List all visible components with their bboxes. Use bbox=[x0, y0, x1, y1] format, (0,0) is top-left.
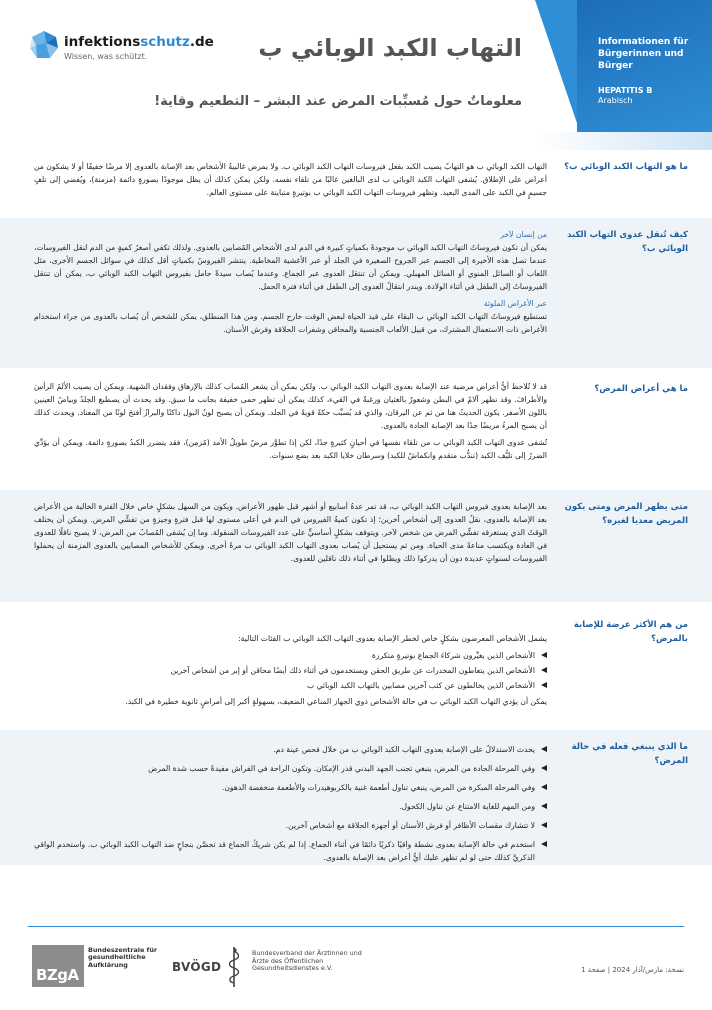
audience-label bbox=[598, 36, 706, 106]
bzga-logo: BZgA bbox=[32, 945, 84, 987]
infektionsschutz-logo bbox=[28, 28, 214, 68]
section-incubation bbox=[0, 490, 712, 602]
list-item: ومن المهم للغاية الامتناع عن تناول الكحول. bbox=[34, 800, 547, 813]
language-label: Arabisch bbox=[598, 96, 633, 105]
staff-of-asclepius-icon bbox=[226, 945, 242, 989]
header-blue-triangle bbox=[535, 0, 580, 132]
section-body bbox=[34, 500, 547, 569]
section-risk-groups bbox=[0, 608, 712, 723]
footer-divider bbox=[28, 926, 684, 927]
section-body bbox=[34, 226, 547, 340]
paragraph: التهاب الكبد الوبائي ب هو التهابٌ يصيب الكبد بفعل فيروسات التهاب الكبد الوبائي ب. ولا يمرض غالبيةُ الأشخاص بعد الإصابة بالعدوى إلا مرضًا خفيفًا أو لا يشكون من أعراض على الإطلاق. يُشفى التهاب الكبد الوبائي ب لدى البالغين غالبًا من تلقاء نفسه. ولكن يمكن كذلك أن يظل موجودًا بصورةٍ دائمة (مزمنة)، ويُفضي إلى تلفٍ جسيمٍ في الكبد على المدى البعيد. وتظهر فيروسات التهاب الكبد الوبائي ب بوتيرةٍ متباينة على مستوى العالم. bbox=[34, 162, 547, 197]
paragraph: قد لا تُلاحظ أيُّ أعراض مرضية عند الإصابة بعدوى التهاب الكبد الوبائي ب. ولكن يمكن أن يشعر المُصاب كذلك بالإرهاق وفقدان الشهية. ويمكن أن يصيب الألمُ الرأسَ والأطرافَ. وقد تظهر آلامٌ في البطن وشعورٌ بالغثيان ورغبةٌ في القيء، كذلك يمكن أن تظهر حمى خفيفة بجانب ما سبق. وقد يحدث أن يصطبغ الجلدُ وبياضُ العينين باللون الأصفر. يكون الحديثُ هنا من ثم عن اليرقان، والذي قد يُسبِّب حكةً قويةً في الجلد. ويمكن أن يصبح لونُ البول داكنًا والبرازُ أفتحَ لونًا من المعتاد. ويحدث كذلك أن يصبح المرءُ مريضًا جدًا بعد الإصابة الحادة بالعدوى. bbox=[34, 382, 547, 430]
section-body bbox=[34, 160, 547, 203]
section-question: ما هي أعراض المرض؟ bbox=[594, 384, 688, 394]
subheading-person-to-person: من إنسان لآخر bbox=[500, 230, 547, 239]
list-item: الأشخاص الذين يخالطون عن كثب آخرين مصابين بالتهاب الكبد الوبائي ب bbox=[34, 679, 547, 692]
header-band-fade bbox=[535, 132, 712, 150]
audience-line-1: Informationen für bbox=[598, 37, 689, 47]
page-header bbox=[0, 0, 712, 150]
section-question bbox=[548, 500, 688, 528]
bvoegd-logo: BVÖGD bbox=[172, 960, 222, 974]
list-item: الأشخاص الذين يتعاطون المخدرات عن طريق الحقن ويستخدمون في أثناء ذلك أيضًا محاقن أو إبر من أشخاص آخرين bbox=[34, 664, 547, 677]
section-question: كيف تُنقل عدوى التهاب الكبد الوبائي ب؟ bbox=[567, 230, 688, 254]
logo-tagline: Wissen, was schützt. bbox=[64, 52, 148, 61]
list-item: الأشخاص الذين يغيِّرون شركاءَ الجماع بوتيرةٍ متكررة bbox=[34, 649, 547, 662]
page-subtitle: معلوماتٌ حول مُسبِّبات المرض عند البشر – التطعيم وقاية! bbox=[154, 94, 522, 109]
list-item: وفي المرحلة المبكرة من المرض، ينبغي تناول أطعمة غنية بالكربوهيدرات والأطعمة منخفضة الدهون. bbox=[34, 781, 547, 794]
version-and-page: نسخة: مارس/آذار 2024 | صفحة 1 bbox=[581, 966, 684, 974]
paragraph: تستطيع فيروساتُ التهاب الكبد الوبائي ب البقاء على قيد الحياة لبعض الوقت خارج الجسم. ومن هذا المنطلق، يمكن للشخص أن يُصاب بالعدوى من جراء استخدام الأغراض ذات الاستعمال المشترك، من قبيل الألعاب الجنسية والمحاقن وشفرات الحلاقة وفرش الأسنان. bbox=[34, 312, 547, 334]
paragraph-outro: يمكن أن يؤدي التهاب الكبد الوبائي ب في حالة الأشخاص ذوي الجهاز المناعي الضعيف، بسهولةٍ أكبر إلى أمراضٍ ثانوية خطيرة في الكبد. bbox=[125, 697, 547, 706]
section-what-to-do bbox=[0, 730, 712, 865]
section-question-line-1: متى يظهر المرض ومتى يكون bbox=[564, 502, 688, 512]
logo-wordmark: infektionsschutz.de bbox=[64, 34, 214, 50]
section-body bbox=[34, 740, 547, 870]
section-transmission bbox=[0, 218, 712, 368]
subheading-contaminated-objects: عبر الأغراض الملوثة bbox=[483, 299, 547, 308]
section-question: من هم الأكثر عرضة للإصابة بالمرض؟ bbox=[573, 620, 688, 644]
paragraph-intro: يشمل الأشخاص المعرضون بشكلٍ خاص لخطر الإصابة بعدوى التهاب الكبد الوبائي ب الفئات التالية: bbox=[238, 634, 547, 643]
risk-group-list bbox=[34, 649, 547, 692]
list-item: وفي المرحلة الحادة من المرض، ينبغي تجنب الجهد البدني قدر الإمكان. وتكون الراحة في الفراش مفيدةً حسب شدة المرض bbox=[34, 762, 547, 775]
bvoegd-name: Bundesverband der Ärztinnen und Ärzte des Öffentlichen Gesundheitsdienstes e.V. bbox=[252, 949, 362, 973]
logo-globe-icon bbox=[28, 30, 60, 60]
disease-label: HEPATITIS B bbox=[598, 86, 653, 95]
section-what-is bbox=[0, 150, 712, 212]
list-item: لا تتشارك مقصات الأظافر أو فرش الأسنان أو أجهزة الحلاقة مع أشخاص آخرين. bbox=[34, 819, 547, 832]
list-item: يحدث الاستدلالُ على الإصابة بعدوى التهاب الكبد الوبائي ب من خلال فحص عينة دم. bbox=[34, 743, 547, 756]
bzga-name: Bundeszentrale für gesundheitliche Aufklärung bbox=[88, 946, 158, 969]
section-question-line-2: المريض معديا لغيره؟ bbox=[602, 516, 688, 526]
paragraph: تُشفى عدوى التهاب الكبد الوبائي ب من تلقاء نفسها في أحيانٍ كثيرةٍ جدًا، لكن إذا تطوَّر مرضٌ طويلُ الأمد (مُزمِن)، فقد يتضرر الكبدُ بصورةٍ دائمة. ويمكن أن يؤدِّي الضررُ إلى تليُّف الكبد (تندُّب متقدم وانكماشٌ للكبد) وسرطان خلايا الكبد بعد بضع سنوات. bbox=[34, 438, 547, 460]
section-body bbox=[34, 632, 547, 712]
section-body bbox=[34, 380, 547, 466]
list-item: استخدم في حالة الإصابة بعدوى نشطة واقيًا ذكريًا دائمًا في أثناء الجماع. إذا لم يكن شريكُ الجماع قد تحصَّن بنجاحٍ ضد التهاب الكبد الوبائي ب. واستخدم الواقي الذكريَّ كذلك حتى لو لم تظهر عليك أيُّ أعراض بعد الإصابة بالعدوى. bbox=[34, 838, 547, 864]
advice-list bbox=[34, 743, 547, 864]
section-symptoms bbox=[0, 372, 712, 482]
paragraph: بعد الإصابة بعدوى فيروس التهاب الكبد الوبائي ب، قد تمر عدةُ أسابيع أو أشهر قبل ظهور الأعراض. ويكون من السهل بشكلٍ خاص خلال الفترة الخالية من الأعراض بعد الإصابة بالعدوى، نقلُ العدوى إلى أشخاص آخرين؛ إذ تكون كميةُ الفيروس في الدم في أعلى مستوى لها قبل فترةٍ وجيزةٍ من تفشِّي المرض. ويمكن أن يختلف الوقتُ الذي يستغرقه تفشِّي المرض من شخص لآخر. ويتوقف بشكلٍ أساسيٍّ على عدد الفيروسات المنقولة. وما إن يُشفى المُصابُ من المرض، لا يصبح ناقلًا للعدوى في العادة ويكتسب مناعةً مدى الحياة. ومن ثم يستحيل أن يُصاب بعدوى التهاب الكبد الوبائي ب مرةً أخرى. ويمكن للأشخاص المصابين بالعدوى المزمنة أن يحملوا الفيروسات لسنواتٍ عديدة دون أن يدركوا ذلك ويظلوا في أثناء ذلك ناقلين للعدوى. bbox=[34, 502, 547, 563]
paragraph: يمكن أن تكون فيروساتُ التهاب الكبد الوبائي ب موجودةً بكمياتٍ كبيرة في الدم لدى الأشخاص المُصابين بالعدوى. ولذلك تكفي أصغرُ كميةٍ من الدم لنقل الفيروسات، عندما تصل هذه الأخيرة إلى الجسم عبر الجروح الصغيرة في الجلد أو عبر الأغشية المخاطية. ينتشر الفيروسُ بكمياتٍ أقل كذلك في سوائل الجسم الأخرى، مثل اللعاب أو السائل المنوي أو السائل المهبلي. ويمكن أن تنتقل العدوى عبر الجماع. وعندما يُصاب سيدةٌ حامل بفيروس التهاب الكبد الوبائي ب، يمكن أن تنتقل الفيروساتُ إلى الطفل في أثناء الولادة. ويندر انتقالُ العدوى إلى الطفل في أثناء فترة الحمل. bbox=[34, 243, 547, 291]
audience-line-2: Bürgerinnen und Bürger bbox=[598, 49, 684, 71]
page-title: التهاب الكبد الوبائي ب bbox=[258, 34, 522, 62]
section-question: ما هو التهاب الكبد الوبائي ب؟ bbox=[564, 162, 688, 172]
section-question: ما الذي ينبغي فعله في حالة المرض؟ bbox=[571, 742, 688, 766]
